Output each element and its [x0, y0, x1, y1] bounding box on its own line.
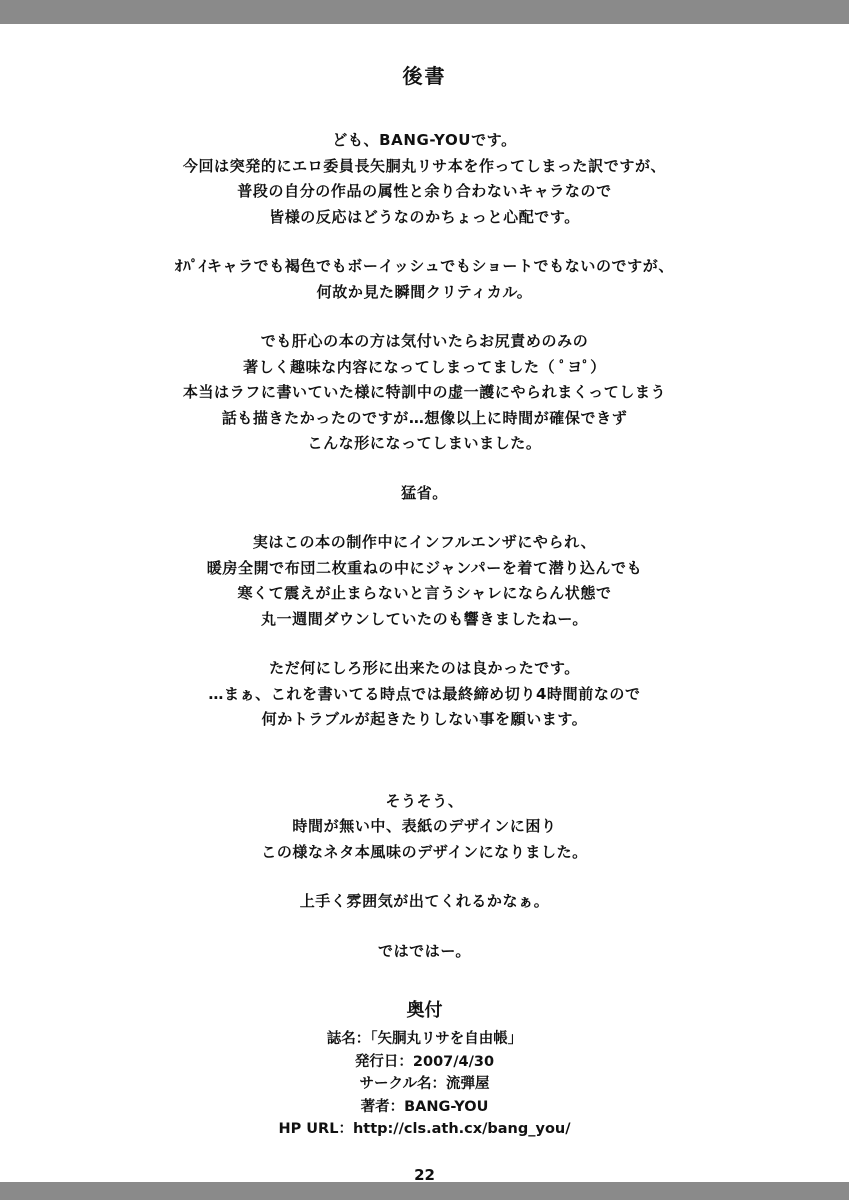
- colophon-details: [0, 1028, 849, 1141]
- afterword-paragraph-1: [0, 128, 849, 230]
- afterword-paragraph-4: [0, 481, 849, 507]
- colophon-author: 著者：BANG-YOU: [360, 1098, 489, 1115]
- afterword-paragraph-8: [0, 889, 849, 915]
- text-line: ｵﾊﾟｲキャラでも褐色でもボーイッシュでもショートでもないのですが、: [175, 257, 674, 275]
- text-line: でも肝心の本の方は気付いたらお尻責めのみの: [260, 332, 589, 350]
- text-line: 上手く雰囲気が出てくれるかなぁ。: [299, 892, 550, 910]
- text-line: こんな形になってしまいました。: [307, 434, 542, 452]
- text-line: そうそう、: [385, 791, 464, 810]
- text-line: ではではー。: [377, 941, 471, 960]
- colophon-title: 奥付: [406, 1000, 443, 1021]
- colophon-hp-url: HP URL：http://cls.ath.cx/bang_you/: [278, 1121, 571, 1137]
- page-number: 22: [414, 1166, 435, 1184]
- colophon-issue-date: 発行日：2007/4/30: [354, 1053, 495, 1070]
- text-line: 今回は突発的にエロ委員長矢胴丸リサ本を作ってしまった訳ですが、: [182, 156, 667, 175]
- colophon-book-name: 誌名：「矢胴丸リサを自由帳」: [326, 1031, 523, 1047]
- bottom-border-bar: [0, 1182, 849, 1200]
- afterword-body: [0, 128, 849, 964]
- text-line: ども、BANG-YOUです。: [332, 131, 517, 149]
- text-line: ただ何にしろ形に出来たのは良かったです。: [269, 659, 580, 677]
- afterword-paragraph-7: [0, 789, 849, 866]
- afterword-paragraph-5: [0, 530, 849, 632]
- text-line: 皆様の反応はどうなのかちょっと心配です。: [269, 207, 580, 226]
- text-line: 暖房全開で布団二枚重ねの中にジャンパーを着て潜り込んでも: [206, 558, 643, 577]
- text-line: この様なネタ本風味のデザインになりました。: [261, 842, 588, 861]
- text-line: 著しく趣味な内容になってしまってました（ ﾟヨﾟ）: [243, 357, 606, 376]
- page-title: 後書: [402, 64, 447, 88]
- text-line: 実はこの本の制作中にインフルエンザにやられ、: [252, 533, 597, 551]
- text-line: 寒くて震えが止まらないと言うシャレにならん状態で: [237, 584, 612, 602]
- afterword-paragraph-6: [0, 656, 849, 733]
- text-line: 猛省。: [401, 483, 448, 502]
- top-border-bar: [0, 0, 849, 24]
- text-line: 話も描きたかったのですが…想像以上に時間が確保できず: [221, 408, 628, 427]
- text-line: 普段の自分の作品の属性と余り合わないキャラなので: [237, 182, 612, 200]
- text-line: …まぁ、これを書いてる時点では最終締め切り4時間前なので: [208, 684, 641, 703]
- text-line: 時間が無い中、表紙のデザインに困り: [292, 817, 557, 835]
- afterword-paragraph-2: [0, 254, 849, 305]
- colophon-circle-name: サークル名：流弾屋: [359, 1076, 490, 1092]
- text-line: 本当はラフに書いていた様に特訓中の虚一護にやられまくってしまう: [182, 383, 667, 401]
- text-line: 何故か見た瞬間クリティカル。: [316, 282, 533, 301]
- text-line: 丸一週間ダウンしていたのも響きましたねー。: [260, 609, 588, 628]
- afterword-paragraph-9: [0, 939, 849, 965]
- text-line: 何かトラブルが起きたりしない事を願います。: [261, 710, 588, 728]
- afterword-paragraph-3: [0, 329, 849, 457]
